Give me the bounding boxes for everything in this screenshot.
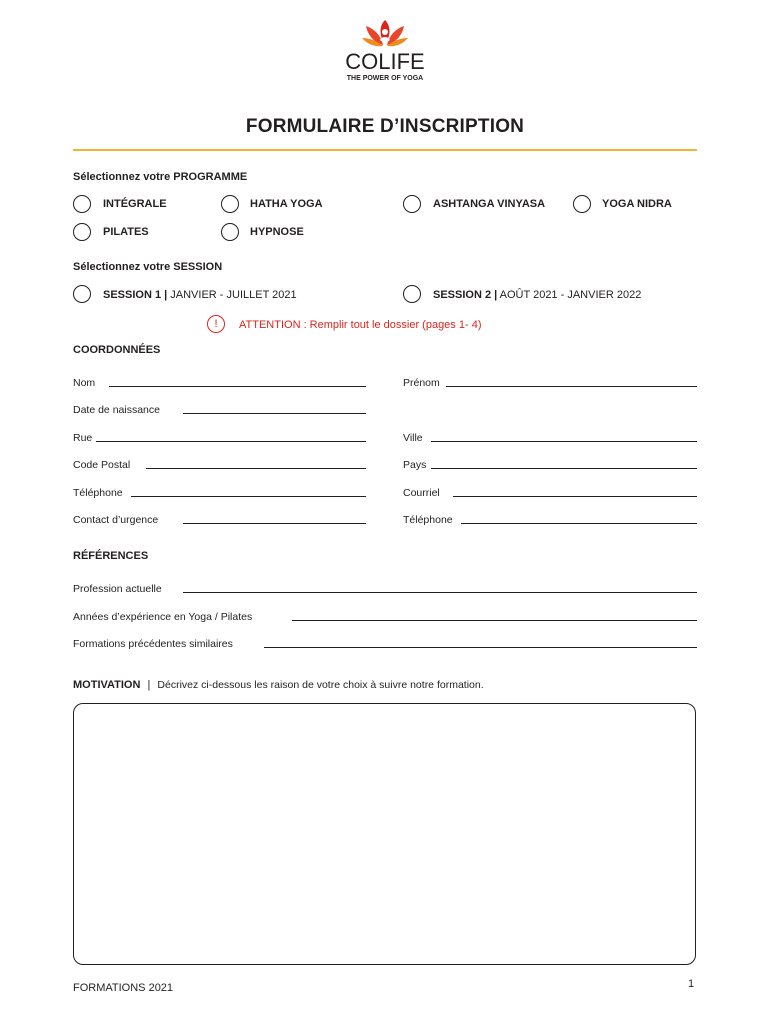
contact-urgence-label: Contact d’urgence [73,514,159,526]
radio-hypnose[interactable] [221,223,239,241]
session-1-title: SESSION 1 | [103,289,168,301]
rue-label: Rue [73,432,93,444]
ville-field[interactable] [431,441,697,442]
rue-field[interactable] [96,441,366,442]
motivation-description: Décrivez ci-dessous les raison de votre choix à suivre notre formation. [157,679,484,691]
title-underline [73,149,697,151]
option-integrale-label: INTÉGRALE [103,198,167,210]
contact-urgence-field[interactable] [183,523,366,524]
radio-pilates[interactable] [73,223,91,241]
formations-field[interactable] [264,647,697,648]
page-title: FORMULAIRE D’INSCRIPTION [245,116,525,137]
programme-heading: Sélectionnez votre PROGRAMME [73,171,248,183]
motivation-separator: | [147,679,151,691]
experience-field[interactable] [292,620,697,621]
logo-name: COLIFE [345,49,425,74]
warning-icon: ! [207,315,225,333]
references-heading: RÉFÉRENCES [73,550,149,562]
nom-label: Nom [73,377,96,389]
motivation-textarea[interactable] [74,704,695,964]
ville-label: Ville [403,432,423,444]
naissance-field[interactable] [183,413,366,414]
telephone-label: Téléphone [73,487,123,499]
session-2-label [433,289,641,301]
option-hypnose-label: HYPNOSE [250,226,304,238]
pays-field[interactable] [431,468,697,469]
radio-session-1[interactable] [73,285,91,303]
logo-tagline: THE POWER OF YOGA [346,75,424,82]
prenom-field[interactable] [446,386,697,387]
nom-field[interactable] [109,386,366,387]
radio-yoga-nidra[interactable] [573,195,591,213]
warning-text: ATTENTION : Remplir tout le dossier (pages 1- 4) [239,319,482,331]
option-hatha-yoga-label: HATHA YOGA [250,198,323,210]
experience-label: Années d’expérience en Yoga / Pilates [73,611,253,623]
naissance-label: Date de naissance [73,404,160,416]
session-2-dates: AOÛT 2021 - JANVIER 2022 [497,289,642,301]
telephone-urgence-label: Téléphone [403,514,453,526]
session-heading: Sélectionnez votre SESSION [73,261,223,273]
code-postal-label: Code Postal [73,459,131,471]
courriel-field[interactable] [453,496,697,497]
option-yoga-nidra-label: YOGA NIDRA [602,198,672,210]
page-number: 1 [688,978,695,990]
code-postal-field[interactable] [146,468,366,469]
telephone-field[interactable] [131,496,366,497]
profession-field[interactable] [183,592,697,593]
pays-label: Pays [403,459,427,471]
session-2-title: SESSION 2 | [433,289,498,301]
radio-session-2[interactable] [403,285,421,303]
colife-lotus-logo-icon [362,18,408,50]
option-pilates-label: PILATES [103,226,149,238]
motivation-heading: MOTIVATION [73,679,141,691]
coordonnees-heading: COORDONNÉES [73,344,161,356]
courriel-label: Courriel [403,487,440,499]
radio-integrale[interactable] [73,195,91,213]
telephone-urgence-field[interactable] [461,523,697,524]
session-1-dates: JANVIER - JUILLET 2021 [167,289,297,301]
radio-ashtanga-vinyasa[interactable] [403,195,421,213]
motivation-box [73,703,696,965]
session-1-label [103,289,297,301]
formations-label: Formations précédentes similaires [73,638,233,650]
prenom-label: Prénom [403,377,440,389]
option-ashtanga-vinyasa-label: ASHTANGA VINYASA [433,198,546,210]
motivation-heading-row [73,679,484,691]
profession-label: Profession actuelle [73,583,162,595]
footer-label: FORMATIONS 2021 [73,982,174,994]
radio-hatha-yoga[interactable] [221,195,239,213]
